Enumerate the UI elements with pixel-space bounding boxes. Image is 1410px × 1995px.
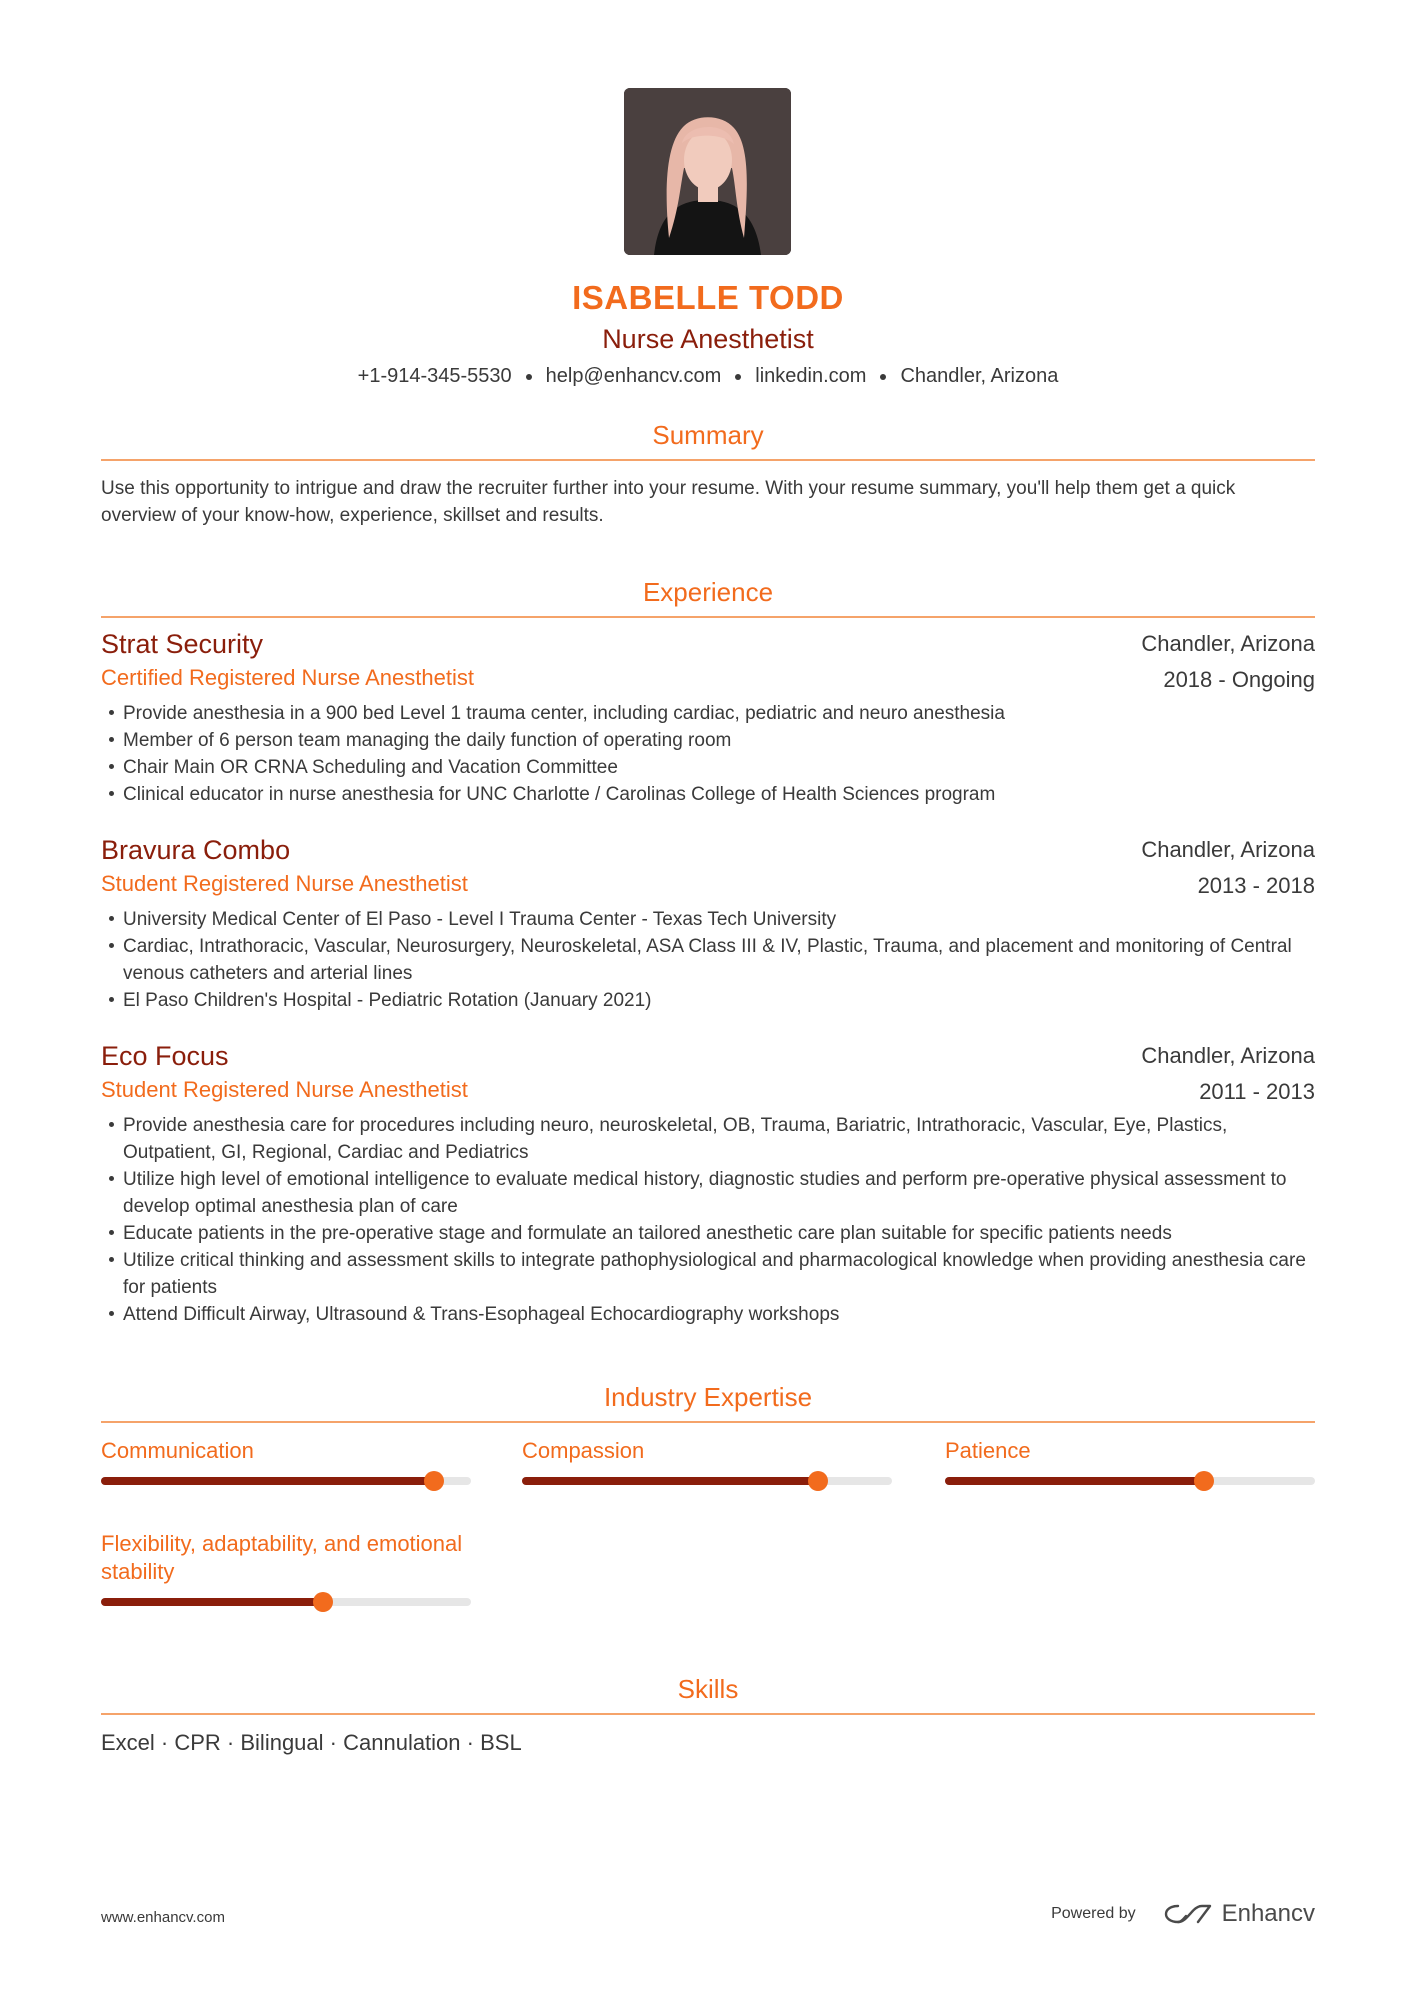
location: Chandler, Arizona — [900, 365, 1059, 387]
bullet-item: Cardiac, Intrathoracic, Vascular, Neurosurgery, Neuroskeletal, ASA Class III & IV, Plastic, Trauma, and placement and monitoring of Central venous catheters and arterial lines — [101, 933, 1315, 987]
skill-item: Excel — [101, 1730, 155, 1755]
expertise-heading: Industry Expertise — [603, 1382, 813, 1412]
powered-by-label: Powered by — [1051, 1905, 1136, 1922]
bullet-item: Utilize high level of emotional intelligence to evaluate medical history, diagnostic studies and perform pre-operative physical assessment to develop optimal anesthesia plan of care — [101, 1166, 1315, 1220]
separator-dot — [526, 374, 532, 380]
expertise-item — [101, 1530, 471, 1606]
linkedin[interactable]: linkedin.com — [755, 365, 867, 387]
job-bullets — [101, 700, 1315, 808]
bar-knob — [424, 1471, 444, 1491]
expertise-label: Communication — [101, 1438, 254, 1463]
skill-item: BSL — [480, 1730, 522, 1755]
expertise-bar — [945, 1477, 1315, 1485]
job-role: Certified Registered Nurse Anesthetist — [101, 665, 474, 690]
bullet-item: Provide anesthesia care for procedures including neuro, neuroskeletal, OB, Trauma, Bariatric, Intrathoracic, Vascular, Eye, Plastics, Outpatient, GI, Regional, Cardiac and Pediatrics — [101, 1112, 1315, 1166]
summary-heading: Summary — [652, 420, 764, 450]
expertise-item — [945, 1437, 1315, 1485]
bar-fill — [101, 1598, 323, 1606]
footer-branding — [1051, 1900, 1315, 1928]
summary-text: Use this opportunity to intrigue and draw the recruiter further into your resume. With your resume summary, you'll help them get a quick overview of your know-how, experience, skillset and results. — [101, 478, 1236, 526]
bullet-item: Chair Main OR CRNA Scheduling and Vacation Committee — [101, 754, 1315, 781]
bullet-item: Attend Difficult Airway, Ultrasound & Trans-Esophageal Echocardiography workshops — [101, 1301, 1315, 1328]
company-name: Eco Focus — [101, 1041, 229, 1071]
email[interactable]: help@enhancv.com — [545, 365, 722, 387]
job-dates: 2011 - 2013 — [1199, 1079, 1315, 1104]
separator-dot — [735, 374, 741, 380]
brand-name[interactable]: Enhancv — [1221, 1900, 1315, 1927]
expertise-label: Compassion — [522, 1438, 645, 1463]
expertise-item — [522, 1437, 892, 1485]
footer-website[interactable]: www.enhancv.com — [101, 1909, 225, 1926]
bar-fill — [945, 1477, 1204, 1485]
bullet-item: University Medical Center of El Paso - Level I Trauma Center - Texas Tech University — [101, 906, 1315, 933]
job-location: Chandler, Arizona — [1141, 1043, 1315, 1068]
expertise-bar — [101, 1598, 471, 1606]
expertise-label: Patience — [945, 1438, 1031, 1463]
skill-item: Cannulation — [343, 1730, 461, 1755]
job-dates: 2018 - Ongoing — [1163, 667, 1315, 692]
company-name: Strat Security — [101, 629, 264, 659]
bullet-item: Provide anesthesia in a 900 bed Level 1 trauma center, including cardiac, pediatric and neuro anesthesia — [101, 700, 1315, 727]
portrait-image — [624, 88, 791, 255]
job-bullets — [101, 906, 1315, 1014]
summary-divider — [101, 459, 1315, 461]
experience-divider — [101, 616, 1315, 618]
skill-item: CPR — [174, 1730, 221, 1755]
job-bullets — [101, 1112, 1315, 1328]
bullet-item: Utilize critical thinking and assessment skills to integrate pathophysiological and pharmacological knowledge when providing anesthesia care for patients — [101, 1247, 1315, 1301]
experience-heading: Experience — [642, 577, 774, 607]
profile-photo — [624, 88, 791, 255]
bullet-item: El Paso Children's Hospital - Pediatric Rotation (January 2021) — [101, 987, 1315, 1014]
expertise-item — [101, 1437, 471, 1485]
expertise-label: Flexibility, adaptability, and emotional stability — [101, 1531, 463, 1584]
phone[interactable]: +1-914-345-5530 — [357, 365, 512, 387]
job-role: Student Registered Nurse Anesthetist — [101, 1077, 468, 1102]
resume-header — [101, 275, 1315, 391]
job-location: Chandler, Arizona — [1141, 631, 1315, 656]
job-role: Student Registered Nurse Anesthetist — [101, 871, 468, 896]
contact-line — [101, 361, 1315, 391]
skills-heading: Skills — [677, 1674, 739, 1704]
experience-item — [101, 1038, 1315, 1328]
experience-item — [101, 626, 1315, 808]
separator-dot — [880, 374, 886, 380]
candidate-title: Nurse Anesthetist — [602, 324, 814, 354]
enhancv-logo-icon — [1164, 1902, 1212, 1926]
company-name: Bravura Combo — [101, 835, 291, 865]
resume-page — [101, 0, 1315, 1995]
job-location: Chandler, Arizona — [1141, 837, 1315, 862]
bar-knob — [313, 1592, 333, 1612]
experience-item — [101, 832, 1315, 1014]
bar-fill — [522, 1477, 818, 1485]
candidate-name: ISABELLE TODD — [572, 279, 844, 316]
skills-list: Excel · CPR · Bilingual · Cannulation · BSL — [101, 1730, 522, 1755]
bar-knob — [1194, 1471, 1214, 1491]
bullet-item: Clinical educator in nurse anesthesia for UNC Charlotte / Carolinas College of Health Sciences program — [101, 781, 1315, 808]
skill-item: Bilingual — [240, 1730, 324, 1755]
skills-divider — [101, 1713, 1315, 1715]
bar-fill — [101, 1477, 434, 1485]
bullet-item: Educate patients in the pre-operative stage and formulate an tailored anesthetic care plan suitable for specific patients needs — [101, 1220, 1315, 1247]
bullet-item: Member of 6 person team managing the daily function of operating room — [101, 727, 1315, 754]
bar-knob — [808, 1471, 828, 1491]
expertise-bar — [522, 1477, 892, 1485]
expertise-divider — [101, 1421, 1315, 1423]
job-dates: 2013 - 2018 — [1197, 873, 1315, 898]
expertise-bar — [101, 1477, 471, 1485]
